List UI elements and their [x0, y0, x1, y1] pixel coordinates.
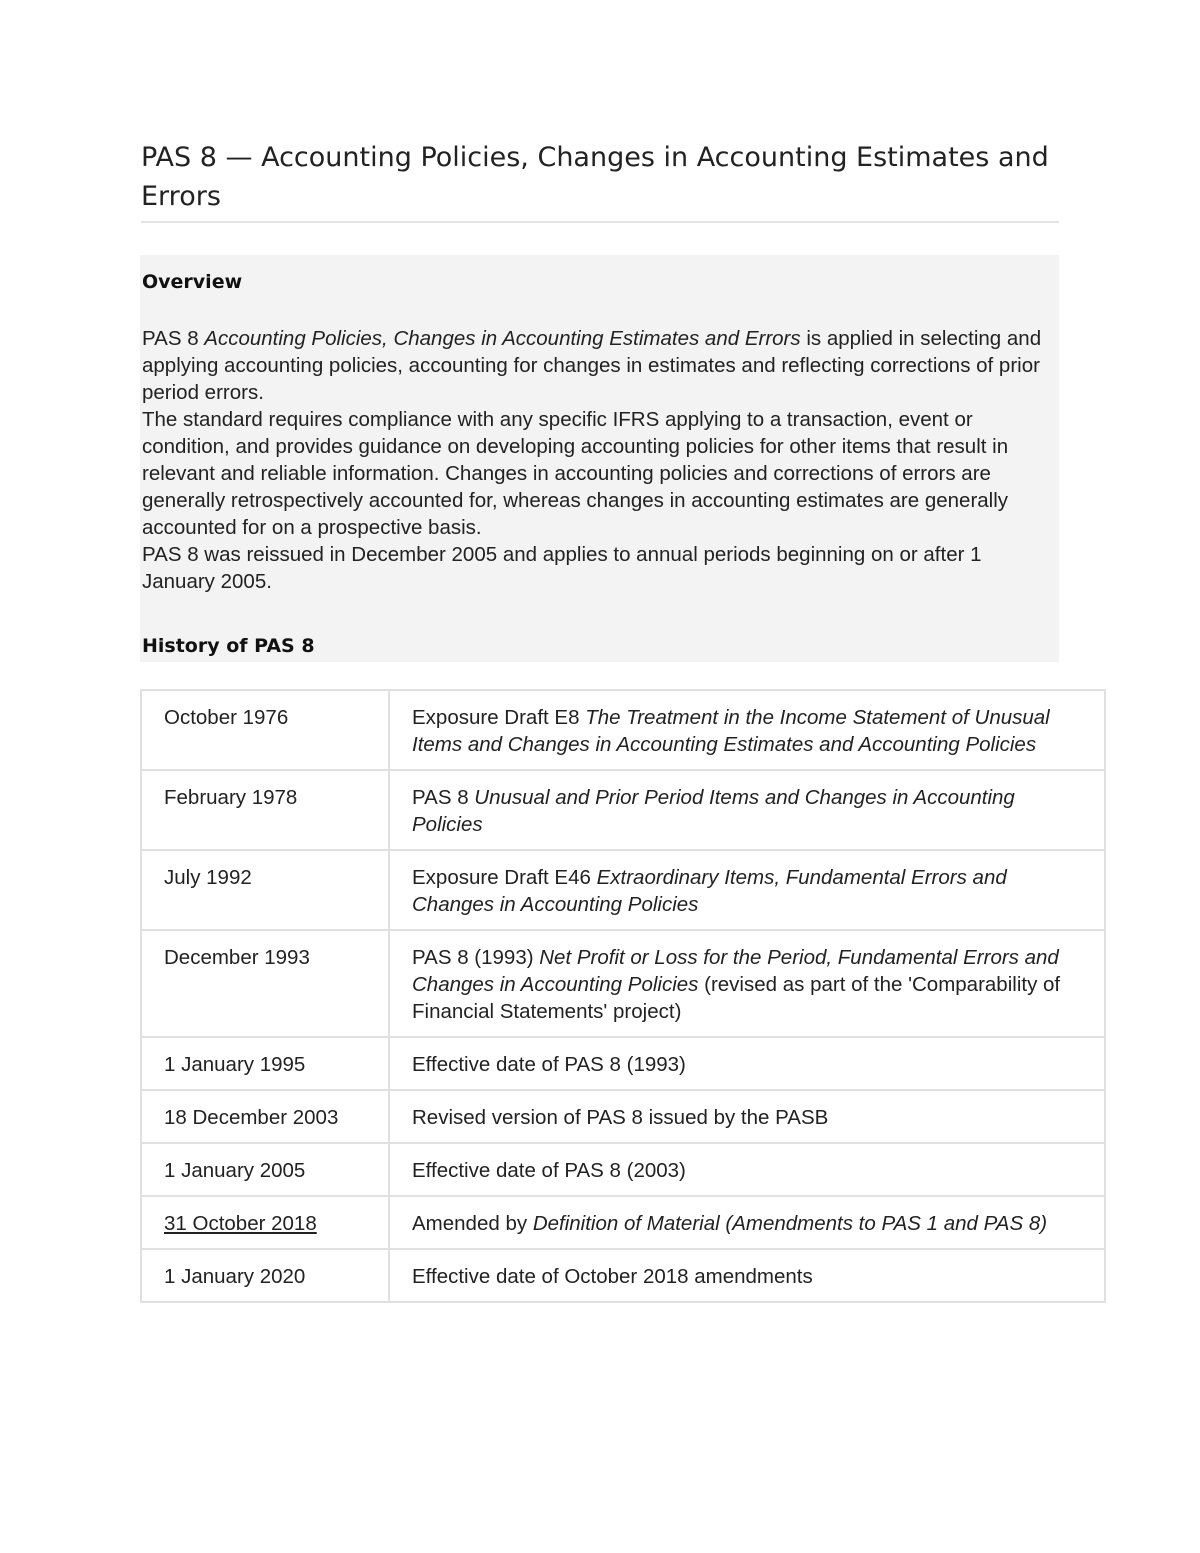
- history-date-link[interactable]: [141, 1196, 389, 1249]
- history-date: 18 December 2003: [141, 1090, 389, 1143]
- history-date: 1 January 2020: [141, 1249, 389, 1302]
- history-date: July 1992: [141, 850, 389, 930]
- history-date: 1 January 1995: [141, 1037, 389, 1090]
- history-description: Effective date of October 2018 amendments: [389, 1249, 1105, 1302]
- history-description: Exposure Draft E46 Extraordinary Items, Fundamental Errors and Changes in Accounting Policies: [389, 850, 1105, 930]
- history-description: Amended by Definition of Material (Amendments to PAS 1 and PAS 8): [389, 1196, 1105, 1249]
- overview-panel: [140, 255, 1059, 662]
- overview-body: [142, 325, 1054, 595]
- history-description: Exposure Draft E8 The Treatment in the Income Statement of Unusual Items and Changes in Accounting Estimates and Accounting Policies: [389, 690, 1105, 770]
- table-row: [141, 690, 1105, 770]
- overview-p1-prefix: PAS 8: [142, 327, 205, 350]
- overview-p1-standard-name: Accounting Policies, Changes in Accounting Estimates and Errors: [204, 327, 801, 350]
- table-row: [141, 1196, 1105, 1249]
- history-date: 1 January 2005: [141, 1143, 389, 1196]
- overview-p1-suffix: is applied in selecting and applying accounting policies, accounting for changes in estimates and reflecting corrections of prior period errors.: [142, 327, 1042, 404]
- history-description: Effective date of PAS 8 (1993): [389, 1037, 1105, 1090]
- table-row: [141, 930, 1105, 1037]
- overview-paragraph-1: [142, 325, 1054, 406]
- history-date: February 1978: [141, 770, 389, 850]
- overview-paragraph-2: The standard requires compliance with any specific IFRS applying to a transaction, event or condition, and provides guidance on developing accounting policies for other items that result in relevant and reliable information. Changes in accounting policies and corrections of errors are generally retrospectively accounted for, whereas changes in accounting estimates are generally accounted for on a prospective basis.: [142, 408, 1009, 539]
- date-link[interactable]: 31 October 2018: [164, 1212, 317, 1235]
- history-heading: History of PAS 8: [142, 635, 315, 657]
- table-row: [141, 1037, 1105, 1090]
- title-divider: [141, 221, 1059, 223]
- table-row: [141, 1249, 1105, 1302]
- overview-paragraph-3: PAS 8 was reissued in December 2005 and applies to annual periods beginning on or after 1 January 2005.: [142, 543, 982, 593]
- history-date: October 1976: [141, 690, 389, 770]
- table-row: [141, 850, 1105, 930]
- page-title: PAS 8 — Accounting Policies, Changes in Accounting Estimates and Errors: [141, 142, 1049, 212]
- table-row: [141, 770, 1105, 850]
- history-description: Effective date of PAS 8 (2003): [389, 1143, 1105, 1196]
- history-table: [140, 689, 1106, 1303]
- history-description: Revised version of PAS 8 issued by the PASB: [389, 1090, 1105, 1143]
- history-description: PAS 8 (1993) Net Profit or Loss for the Period, Fundamental Errors and Changes in Accounting Policies (revised as part of the 'Comparability of Financial Statements' project): [389, 930, 1105, 1037]
- table-row: [141, 1143, 1105, 1196]
- overview-heading: Overview: [142, 271, 243, 293]
- table-row: [141, 1090, 1105, 1143]
- history-date: December 1993: [141, 930, 389, 1037]
- history-description: PAS 8 Unusual and Prior Period Items and Changes in Accounting Policies: [389, 770, 1105, 850]
